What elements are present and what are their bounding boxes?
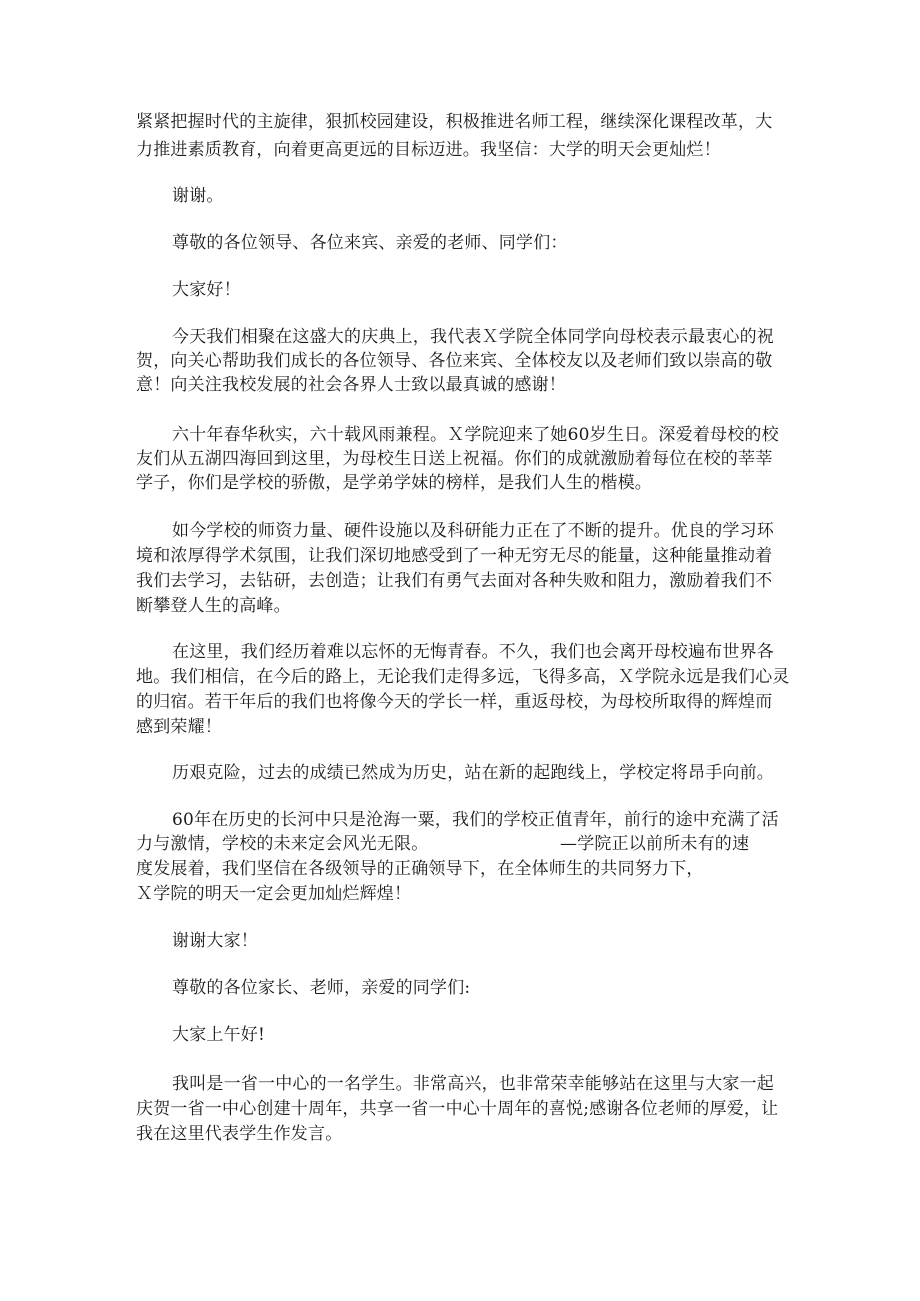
text-line: 尊敬的各位家长、老师，亲爱的同学们: [172, 978, 471, 998]
text-line: 历艰克险，过去的成绩已然成为历史，站在新的起跑线上，学校定将昂手向前。 [172, 763, 774, 783]
text-line: 我在这里代表学生作发言。 [136, 1124, 343, 1144]
text-line: 庆贺一省一中心创建十周年，共享一省一中心十周年的喜悦;感谢各位老师的厚爱，让 [136, 1099, 779, 1119]
text-line: 大家好！ [172, 280, 241, 300]
text-line: 今天我们相聚在这盛大的庆典上，我代表Ｘ学院全体同学向母校表示最衷心的祝 [172, 327, 774, 347]
text-line: 意！向关注我校发展的社会各界人士致以最真诚的感谢！ [136, 375, 566, 395]
text-line: 境和浓厚得学术氛围，让我们深切地感受到了一种无穷无尽的能量，这种能量推动着 [136, 546, 773, 566]
text-line: 的归宿。若干年后的我们也将像今天的学长一样，重返母校，为母校所取得的辉煌而 [136, 692, 773, 712]
text-line: 感到荣耀！ [136, 717, 222, 737]
text-line: 紧紧把握时代的主旋律，狠抓校园建设，积极推进名师工程，继续深化课程改革，大 [136, 112, 773, 132]
text-line: 我们去学习，去钻研，去创造；让我们有勇气去面对各种失败和阻力，激励着我们不 [136, 571, 773, 591]
text-line: 度发展着，我们坚信在各级领导的正确领导下，在全体师生的共同努力下， [136, 859, 704, 879]
text-line: 如今学校的师资力量、硬件设施以及科研能力正在了不断的提升。优良的学习环 [172, 521, 774, 541]
text-line: 力推进素质教育，向着更高更远的目标迈进。我坚信：大学的明天会更灿烂！ [136, 140, 721, 160]
text-line: 大家上午好! [172, 1025, 266, 1045]
text-line: 友们从五湖四海回到这里，为母校生日送上祝福。你们的成就激励着每位在校的莘莘 [136, 449, 773, 469]
text-line: 在这里，我们经历着难以忘怀的无悔青春。不久，我们也会离开母校遍布世界各 [172, 642, 774, 662]
text-line: 学子，你们是学校的骄傲，是学弟学妹的榜样，是我们人生的楷模。 [136, 473, 652, 493]
text-line: 贺，向关心帮助我们成长的各位领导、各位来宾、全体校友以及老师们致以崇高的敬 [136, 351, 773, 371]
text-fragment: 力与激情，学校的未来定会风光无限。 [136, 834, 429, 854]
text-line: 谢谢大家！ [172, 931, 258, 951]
text-line: 地。我们相信，在今后的路上，无论我们走得多远，飞得多高，Ｘ学院永远是我们心灵 [136, 667, 790, 687]
text-line: 60年在历史的长河中只是沧海一粟，我们的学校正值青年，前行的途中充满了活 [172, 810, 779, 830]
text-line: 六十年春华秋实，六十载风雨兼程。Ｘ学院迎来了她60岁生日。深爱着母校的校 [172, 425, 779, 445]
text-line: 尊敬的各位领导、各位来宾、亲爱的老师、同学们： [172, 233, 568, 253]
text-line: 断攀登人生的高峰。 [136, 596, 291, 616]
text-line: —学院正以前所未有的速 [560, 834, 750, 854]
text-line: Ｘ学院的明天一定会更加灿烂辉煌！ [136, 884, 412, 904]
text-line: 谢谢。 [172, 186, 224, 206]
text-line: 我叫是一省一中心的一名学生。非常高兴，也非常荣幸能够站在这里与大家一起 [172, 1074, 774, 1094]
